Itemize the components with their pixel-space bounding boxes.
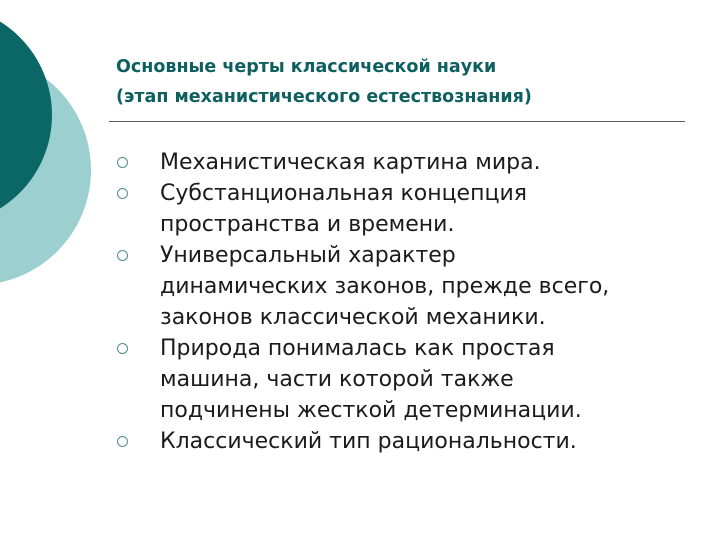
bullet-item-2 (116, 178, 696, 240)
bullet-line: машина, части которой также (160, 367, 514, 392)
hollow-circle-bullet-icon (117, 188, 128, 199)
bullet-item-3 (116, 240, 696, 333)
bullet-list (116, 147, 696, 457)
hollow-circle-bullet-icon (117, 436, 128, 447)
bullet-line: Универсальный характер (160, 243, 456, 268)
slide-title (116, 52, 686, 112)
bullet-line: динамических законов, прежде всего, (160, 274, 610, 299)
bullet-line: Субстанциональная концепция (160, 181, 527, 206)
bullet-line: пространства и времени. (160, 212, 455, 237)
bullet-item-4 (116, 333, 696, 426)
bullet-item-5 (116, 426, 696, 457)
bullet-item-1 (116, 147, 696, 178)
bullet-line: Классический тип рациональности. (160, 429, 577, 454)
slide-title-line-1: Основные черты классической науки (116, 57, 497, 77)
bullet-line: Природа понималась как простая (160, 336, 555, 361)
hollow-circle-bullet-icon (117, 157, 128, 168)
bullet-line: подчинены жесткой детерминации. (160, 398, 582, 423)
hollow-circle-bullet-icon (117, 343, 128, 354)
corner-decoration (0, 0, 110, 300)
bullet-line: Механистическая картина мира. (160, 150, 541, 175)
title-divider (109, 121, 685, 122)
hollow-circle-bullet-icon (117, 250, 128, 261)
slide-title-line-2: (этап механистического естествознания) (116, 87, 532, 107)
bullet-line: законов классической механики. (160, 305, 546, 330)
